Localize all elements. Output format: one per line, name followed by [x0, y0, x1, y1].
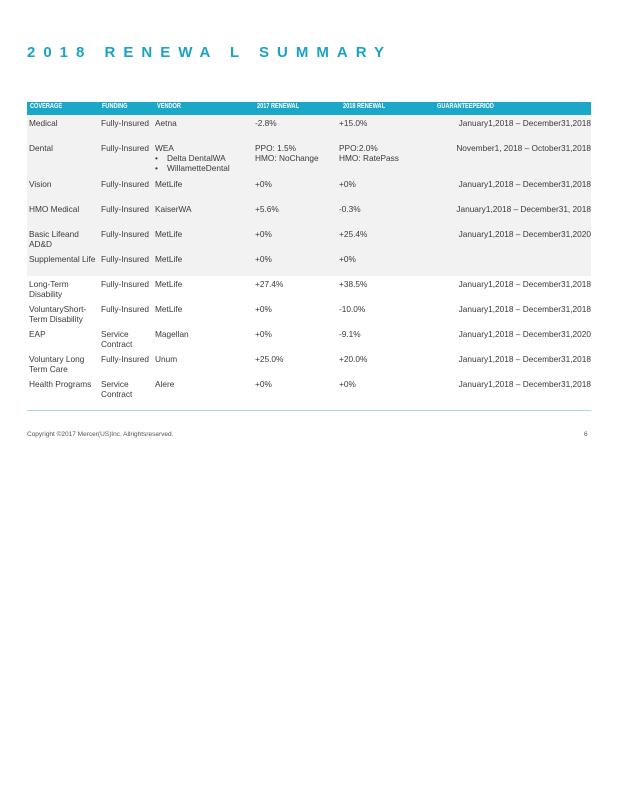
cell-funding: Fully-Insured: [101, 204, 149, 214]
cell-coverage: Vision: [29, 179, 52, 189]
renewal-table: [27, 102, 591, 401]
cell-funding: Fully-Insured: [101, 118, 149, 128]
cell-coverage: VoluntaryShort-Term Disability: [29, 304, 87, 324]
cell-vendor: [155, 118, 255, 128]
cell-vendor: [155, 254, 255, 264]
cell-renewal-2018: +38.5%: [339, 279, 368, 289]
table-row: [27, 301, 591, 326]
cell-guarantee-period: January1,2018 – December31,2018: [458, 354, 591, 364]
cell-renewal-2018: -0.3%: [339, 204, 361, 214]
cell-renewal-2017: PPO: 1.5% HMO: NoChange: [255, 143, 319, 163]
table-row: [27, 201, 591, 226]
cell-coverage: Dental: [29, 143, 53, 153]
cell-funding: Service Contract: [101, 329, 133, 349]
vendor-sublist-item: • Delta DentalWA: [155, 153, 255, 163]
cell-guarantee-period: January1,2018 – December31,2018: [458, 304, 591, 314]
table-row: [27, 351, 591, 376]
cell-funding: Fully-Insured: [101, 279, 149, 289]
header-renewal-2017: 2017 RENEWAL: [257, 103, 300, 110]
cell-vendor: [155, 379, 255, 389]
vendor-name: MetLife: [155, 279, 183, 289]
cell-coverage: Supplemental Life: [29, 254, 96, 264]
header-funding: FUNDING: [102, 103, 128, 110]
divider: [27, 410, 591, 411]
page-title: 2018 RENEWA L SUMMARY: [27, 44, 392, 61]
cell-vendor: [155, 229, 255, 239]
cell-vendor: [155, 354, 255, 364]
header-renewal-2018: 2018 RENEWAL: [343, 103, 386, 110]
cell-renewal-2018: +0%: [339, 179, 356, 189]
cell-guarantee-period: January1,2018 – December31,2018: [458, 279, 591, 289]
cell-guarantee-period: January1,2018 – December31,2018: [458, 118, 591, 128]
header-guarantee-period: GUARANTEEPERIOD: [437, 103, 494, 110]
cell-renewal-2017: +5.6%: [255, 204, 279, 214]
vendor-name: Magellan: [155, 329, 189, 339]
cell-guarantee-period: November1, 2018 – October31,2018: [456, 143, 591, 153]
cell-renewal-2018: +15.0%: [339, 118, 368, 128]
cell-guarantee-period: January1,2018 – December31, 2018: [456, 204, 591, 214]
cell-coverage: Medical: [29, 118, 58, 128]
cell-renewal-2017: +0%: [255, 304, 272, 314]
cell-vendor: [155, 329, 255, 339]
vendor-sublist: [155, 153, 255, 173]
header-coverage: COVERAGE: [30, 103, 63, 110]
vendor-sublist-item: • WillametteDental: [155, 163, 255, 173]
cell-funding: Fully-Insured: [101, 354, 149, 364]
cell-guarantee-period: January1,2018 – December31,2018: [458, 179, 591, 189]
table-row: [27, 251, 591, 276]
header-vendor: VENDOR: [157, 103, 181, 110]
vendor-name: MetLife: [155, 229, 183, 239]
cell-renewal-2018: -9.1%: [339, 329, 361, 339]
cell-funding: Fully-Insured: [101, 254, 149, 264]
cell-renewal-2018: -10.0%: [339, 304, 366, 314]
table-header: [27, 102, 591, 115]
vendor-name: Aetna: [155, 118, 177, 128]
table-row: [27, 326, 591, 351]
cell-renewal-2018: PPO:2.0% HMO: RatePass: [339, 143, 399, 163]
cell-renewal-2017: +0%: [255, 179, 272, 189]
page-number: 6: [584, 431, 588, 438]
cell-renewal-2017: +0%: [255, 254, 272, 264]
cell-funding: Fully-Insured: [101, 229, 149, 239]
cell-funding: Fully-Insured: [101, 304, 149, 314]
cell-funding: Service Contract: [101, 379, 133, 399]
cell-guarantee-period: January1,2018 – December31,2018: [458, 379, 591, 389]
cell-renewal-2017: +0%: [255, 329, 272, 339]
copyright-text: Copyright ©2017 Mercer(US)Inc. Allrightsreserved.: [27, 431, 174, 438]
vendor-name: Alere: [155, 379, 175, 389]
cell-coverage: EAP: [29, 329, 46, 339]
cell-guarantee-period: January1,2018 – December31,2020: [458, 229, 591, 239]
vendor-name: Unum: [155, 354, 178, 364]
table-row: [27, 140, 591, 176]
table-body: [27, 115, 591, 401]
cell-renewal-2018: +0%: [339, 379, 356, 389]
cell-vendor: [155, 143, 255, 173]
cell-renewal-2017: +27.4%: [255, 279, 284, 289]
cell-renewal-2017: -2.8%: [255, 118, 277, 128]
table-row: [27, 276, 591, 301]
vendor-name: KaiserWA: [155, 204, 192, 214]
table-row: [27, 226, 591, 251]
cell-vendor: [155, 179, 255, 189]
cell-coverage: Basic Lifeand AD&D: [29, 229, 79, 249]
table-row: [27, 376, 591, 401]
table-row: [27, 176, 591, 201]
cell-vendor: [155, 279, 255, 289]
cell-coverage: HMO Medical: [29, 204, 80, 214]
cell-renewal-2017: +25.0%: [255, 354, 284, 364]
cell-coverage: Voluntary Long Term Care: [29, 354, 85, 374]
cell-renewal-2017: +0%: [255, 379, 272, 389]
cell-coverage: Health Programs: [29, 379, 92, 389]
cell-renewal-2018: +25.4%: [339, 229, 368, 239]
cell-coverage: Long-Term Disability: [29, 279, 69, 299]
cell-vendor: [155, 304, 255, 314]
cell-guarantee-period: January1,2018 – December31,2020: [458, 329, 591, 339]
vendor-name: MetLife: [155, 304, 183, 314]
cell-renewal-2018: +20.0%: [339, 354, 368, 364]
vendor-name: MetLife: [155, 179, 183, 189]
vendor-name: MetLife: [155, 254, 183, 264]
table-row: [27, 115, 591, 140]
vendor-name: WEA: [155, 143, 174, 153]
cell-funding: Fully-Insured: [101, 143, 149, 153]
cell-funding: Fully-Insured: [101, 179, 149, 189]
cell-vendor: [155, 204, 255, 214]
cell-renewal-2018: +0%: [339, 254, 356, 264]
cell-renewal-2017: +0%: [255, 229, 272, 239]
